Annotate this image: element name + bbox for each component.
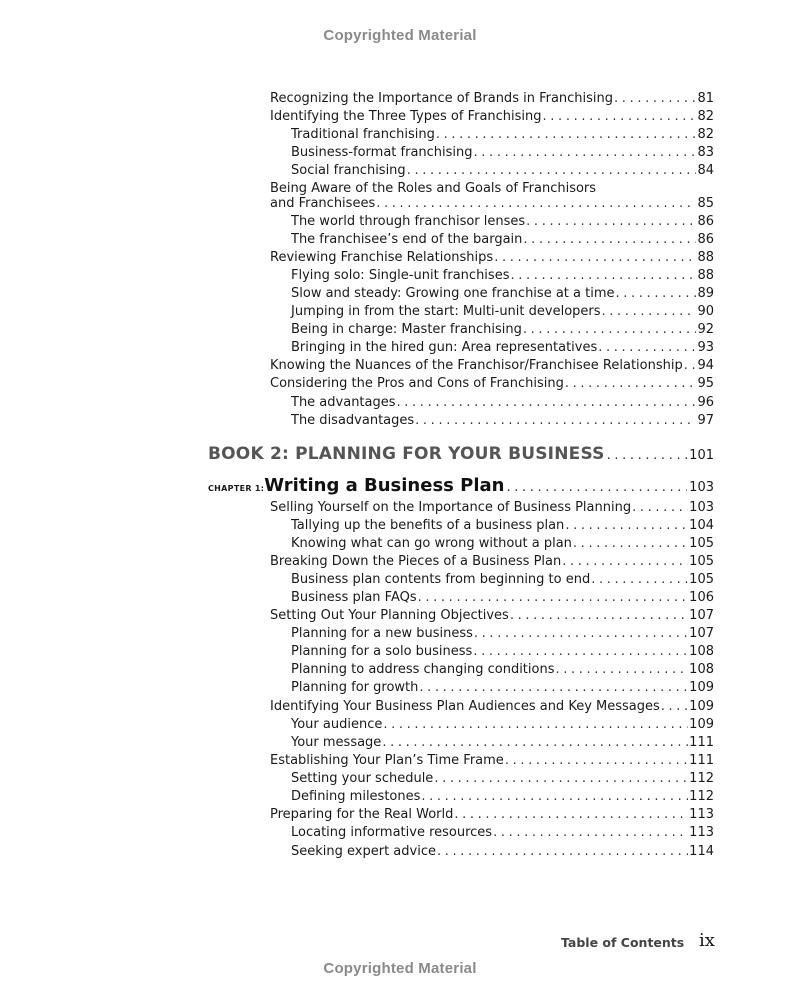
toc-entry-page: 89 xyxy=(697,286,714,301)
chapter-heading[interactable] xyxy=(208,475,714,499)
dot-leader xyxy=(436,126,697,144)
toc-subentry[interactable] xyxy=(0,770,800,788)
toc-subentry[interactable] xyxy=(0,412,800,430)
toc-entry-page: 103 xyxy=(689,500,714,515)
dot-leader xyxy=(454,806,688,824)
toc-entry-title: Recognizing the Importance of Brands in Franchising xyxy=(270,91,614,106)
toc-subentry[interactable] xyxy=(0,734,800,752)
dot-leader xyxy=(383,716,688,734)
toc-entry-page: 81 xyxy=(697,91,714,106)
dot-leader xyxy=(543,108,697,126)
toc-entry-page: 111 xyxy=(689,753,714,768)
dot-leader xyxy=(415,412,696,430)
dot-leader xyxy=(418,589,689,607)
toc-subentry[interactable] xyxy=(0,303,800,321)
toc-entry-title: Knowing what can go wrong without a plan xyxy=(291,536,572,551)
running-footer-label: Table of Contents xyxy=(561,935,685,950)
toc-entry-page: 108 xyxy=(689,662,714,677)
toc-subentry[interactable] xyxy=(0,267,800,285)
chapter-label: CHAPTER 1: xyxy=(208,484,265,493)
toc-entry-title: Preparing for the Real World xyxy=(270,807,454,822)
toc-entry-page: 86 xyxy=(697,214,714,229)
toc-entry-title: The world through franchisor lenses xyxy=(291,214,526,229)
dot-leader xyxy=(565,375,697,393)
dot-leader xyxy=(526,213,696,231)
dot-leader xyxy=(632,499,688,517)
toc-entry-title: and Franchisees xyxy=(270,196,376,211)
toc-entry-page: 111 xyxy=(689,735,714,750)
toc-entry-page: 96 xyxy=(697,395,714,410)
dot-leader xyxy=(510,267,696,285)
dot-leader xyxy=(434,770,688,788)
dot-leader xyxy=(437,843,688,861)
toc-entry-page: 106 xyxy=(689,590,714,605)
toc-entry-page: 105 xyxy=(689,554,714,569)
dot-leader xyxy=(616,285,697,303)
toc-entry[interactable] xyxy=(0,752,800,770)
toc-entry-title: The franchisee’s end of the bargain xyxy=(291,232,523,247)
toc-subentry[interactable] xyxy=(0,824,800,842)
toc-entry-page: 95 xyxy=(697,376,714,391)
toc-entry-title: Identifying Your Business Plan Audiences and Key Messages xyxy=(270,699,660,714)
toc-entry-title: Your message xyxy=(291,735,382,750)
dot-leader xyxy=(523,231,696,249)
toc-entry[interactable] xyxy=(0,607,800,625)
toc-entry-title: Flying solo: Single-unit franchises xyxy=(291,268,510,283)
toc-entry[interactable] xyxy=(0,698,800,716)
toc-entry-page: 112 xyxy=(689,789,714,804)
toc-entry-page: 109 xyxy=(689,699,714,714)
toc-entry-title: Bringing in the hired gun: Area representatives xyxy=(291,340,598,355)
dot-leader xyxy=(506,480,687,495)
dot-leader xyxy=(602,303,697,321)
toc-entry-page: 88 xyxy=(697,250,714,265)
book-page: 101 xyxy=(689,448,714,463)
toc-subentry[interactable] xyxy=(0,339,800,357)
toc-entry-title: Defining milestones xyxy=(291,789,421,804)
dot-leader xyxy=(607,448,688,463)
toc-entry-title: Breaking Down the Pieces of a Business Plan xyxy=(270,554,562,569)
toc-subentry[interactable] xyxy=(0,661,800,679)
toc-entry-title: Setting Out Your Planning Objectives xyxy=(270,608,509,623)
toc-entry[interactable] xyxy=(0,806,800,824)
toc-entry-title: Social franchising xyxy=(291,163,406,178)
dot-leader xyxy=(493,824,688,842)
toc-entry-title: Establishing Your Plan’s Time Frame xyxy=(270,753,504,768)
dot-leader xyxy=(494,249,696,267)
dot-leader xyxy=(598,339,696,357)
toc-subentry[interactable] xyxy=(0,625,800,643)
dot-leader xyxy=(407,162,697,180)
dot-leader xyxy=(555,661,688,679)
toc-subentry[interactable] xyxy=(0,643,800,661)
toc-entry-page: 83 xyxy=(697,145,714,160)
toc-entry-title: Selling Yourself on the Importance of Business Planning xyxy=(270,500,632,515)
dot-leader xyxy=(419,679,688,697)
toc-subentry[interactable] xyxy=(0,535,800,553)
toc-subentry[interactable] xyxy=(0,788,800,806)
toc-entry-title: Planning for a solo business xyxy=(291,644,473,659)
toc-subentry[interactable] xyxy=(0,571,800,589)
toc-entry-title: The advantages xyxy=(291,395,396,410)
toc-entry-title: Planning for a new business xyxy=(291,626,473,641)
toc-entry[interactable] xyxy=(0,553,800,571)
dot-leader xyxy=(523,321,697,339)
toc-entry-title: Planning for growth xyxy=(291,680,419,695)
toc-entry-page: 104 xyxy=(689,518,714,533)
toc-entry-title: Tallying up the benefits of a business plan xyxy=(291,518,565,533)
toc-entry[interactable] xyxy=(0,375,800,393)
toc-subentry[interactable] xyxy=(0,144,800,162)
toc-subentry[interactable] xyxy=(0,231,800,249)
chapter-page: 103 xyxy=(689,480,714,495)
dot-leader xyxy=(474,625,688,643)
toc-entry-title: Considering the Pros and Cons of Franchising xyxy=(270,376,564,391)
copyright-watermark-top: Copyrighted Material xyxy=(323,27,477,44)
toc-subentry[interactable] xyxy=(0,517,800,535)
dot-leader xyxy=(473,643,688,661)
toc-entry[interactable] xyxy=(0,90,800,108)
dot-leader xyxy=(573,535,688,553)
toc-entry-title: Seeking expert advice xyxy=(291,844,436,859)
toc-subentry[interactable] xyxy=(0,679,800,697)
toc-entry-title: The disadvantages xyxy=(291,413,415,428)
toc-entry-page: 107 xyxy=(689,608,714,623)
toc-subentry[interactable] xyxy=(0,843,800,861)
toc-entry-page: 97 xyxy=(697,413,714,428)
toc-entry[interactable] xyxy=(0,249,800,267)
dot-leader xyxy=(397,394,697,412)
toc-entry-title: Traditional franchising xyxy=(291,127,435,142)
toc-entry-title: Knowing the Nuances of the Franchisor/Franchisee Relationship xyxy=(270,358,683,373)
toc-entry[interactable] xyxy=(0,195,800,213)
toc-entry-title: Locating informative resources xyxy=(291,825,493,840)
toc-entry-title: Identifying the Three Types of Franchising xyxy=(270,109,542,124)
toc-entry-page: 84 xyxy=(697,163,714,178)
toc-entry-page: 82 xyxy=(697,109,714,124)
toc-entry-page: 82 xyxy=(697,127,714,142)
toc-subentry[interactable] xyxy=(0,213,800,231)
toc-entry[interactable] xyxy=(0,499,800,517)
toc-subentry[interactable] xyxy=(0,321,800,339)
copyright-watermark-bottom: Copyrighted Material xyxy=(323,960,477,977)
toc-entry-title: Business-format franchising xyxy=(291,145,473,160)
toc-entry-page: 108 xyxy=(689,644,714,659)
toc-entry-page: 112 xyxy=(689,771,714,786)
toc-entry-title: Planning to address changing conditions xyxy=(291,662,555,677)
toc-subentry[interactable] xyxy=(0,162,800,180)
toc-entry-page: 86 xyxy=(697,232,714,247)
book-heading[interactable] xyxy=(208,444,714,468)
toc-entry-page: 88 xyxy=(697,268,714,283)
toc-entry-page: 113 xyxy=(689,807,714,822)
toc-entry-title: Setting your schedule xyxy=(291,771,434,786)
toc-subentry[interactable] xyxy=(0,126,800,144)
dot-leader xyxy=(661,698,688,716)
toc-entry-page: 113 xyxy=(689,825,714,840)
toc-entry-page: 107 xyxy=(689,626,714,641)
toc-entry-title-line1[interactable]: Being Aware of the Roles and Goals of Franchisors xyxy=(270,181,597,196)
toc-subentry[interactable] xyxy=(0,394,800,412)
toc-entry[interactable] xyxy=(0,357,800,375)
toc-entry-title: Slow and steady: Growing one franchise at a time xyxy=(291,286,615,301)
dot-leader xyxy=(421,788,688,806)
toc-subentry[interactable] xyxy=(0,285,800,303)
toc-entry-page: 109 xyxy=(689,717,714,732)
toc-entry-page: 114 xyxy=(689,844,714,859)
toc-entry-title: Reviewing Franchise Relationships xyxy=(270,250,494,265)
toc-entry-page: 94 xyxy=(697,358,714,373)
toc-entry-page: 92 xyxy=(697,322,714,337)
toc-subentry[interactable] xyxy=(0,589,800,607)
dot-leader xyxy=(382,734,688,752)
toc-entry-page: 90 xyxy=(697,304,714,319)
page-number: ix xyxy=(699,930,715,951)
toc-entry[interactable] xyxy=(0,108,800,126)
toc-entry-page: 93 xyxy=(697,340,714,355)
dot-leader xyxy=(562,553,688,571)
book-title: BOOK 2: PLANNING FOR YOUR BUSINESS xyxy=(208,444,605,464)
dot-leader xyxy=(474,144,697,162)
dot-leader xyxy=(565,517,688,535)
dot-leader xyxy=(376,195,696,213)
chapter-title: Writing a Business Plan xyxy=(264,475,505,496)
toc-entry-title: Business plan FAQs xyxy=(291,590,417,605)
toc-subentry[interactable] xyxy=(0,716,800,734)
dot-leader xyxy=(684,357,697,375)
dot-leader xyxy=(505,752,688,770)
toc-entry-title: Business plan contents from beginning to end xyxy=(291,572,591,587)
toc-entry-page: 105 xyxy=(689,572,714,587)
dot-leader xyxy=(591,571,688,589)
dot-leader xyxy=(614,90,696,108)
toc-entry-page: 105 xyxy=(689,536,714,551)
toc-entry-title: Jumping in from the start: Multi-unit developers xyxy=(291,304,601,319)
toc-entry-page: 85 xyxy=(697,196,714,211)
dot-leader xyxy=(510,607,688,625)
toc-entry-title: Being in charge: Master franchising xyxy=(291,322,522,337)
toc-entry-title: Your audience xyxy=(291,717,383,732)
toc-entry-page: 109 xyxy=(689,680,714,695)
